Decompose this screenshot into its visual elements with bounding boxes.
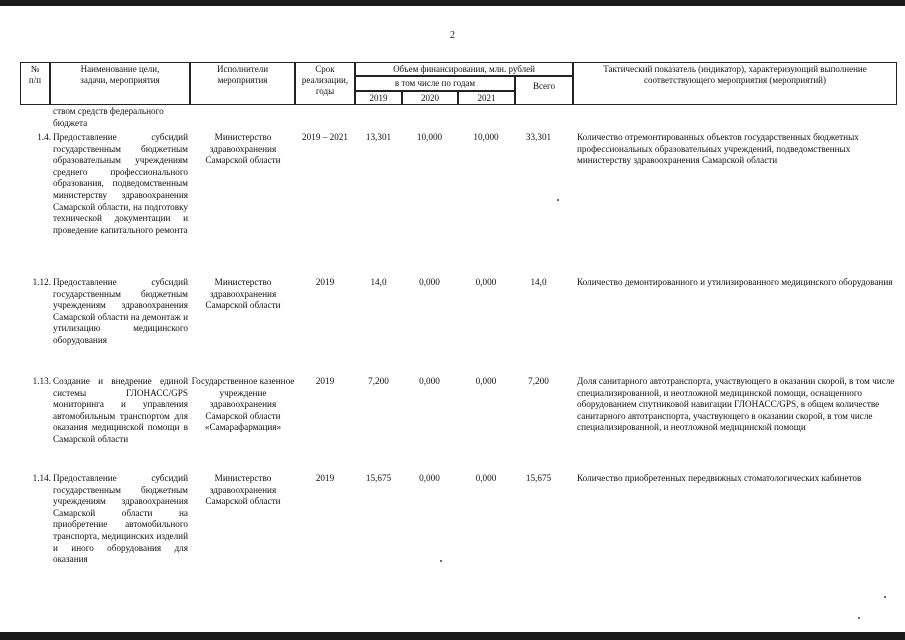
row-indicator: Количество демонтированного и утилизированного медицинского оборудования (577, 277, 893, 287)
row-value-2019: 13,301 (365, 132, 392, 142)
header-term: Срок реализации, годы (295, 62, 355, 105)
header-year-2021: 2021 (458, 91, 515, 105)
row-name: Предоставление субсидий государственным бюджетным образовательным учреждениям среднего профессионального образования, подведомственным министерству здравоохранения Самарской области, на подготовку технической документации и проведение капитального ремонта (53, 132, 188, 235)
row-name: Предоставление субсидий государственным бюджетным учреждениям здравоохранения Самарской области на приобретение автомобильного транспорта, медицинских изделий и иного оборудования для оказания (53, 473, 188, 565)
row-number: 1.4. (37, 132, 51, 142)
header-executors: Исполнители мероприятия (190, 62, 295, 105)
row-value-2021: 0,000 (475, 473, 497, 483)
row-number: 1.13. (32, 376, 51, 386)
scan-speck (858, 617, 860, 619)
row-value-2020: 0,000 (419, 277, 440, 287)
row-value-2020: 0,000 (419, 376, 440, 386)
row-value-2020: 10,000 (416, 132, 443, 142)
row-name: Предоставление субсидий государственным бюджетным учреждениям здравоохранения Самарской области на демонтаж и утилизацию медицинского оборудования (53, 277, 188, 345)
row-value-2019: 15,675 (365, 473, 392, 483)
row-value-2019: 14,0 (370, 277, 387, 287)
row-value-2019: 7,200 (368, 376, 389, 386)
row-indicator: Количество приобретенных передвижных стоматологических кабинетов (577, 473, 862, 483)
page-number: 2 (450, 30, 455, 41)
row-executor: Министерство здравоохранения Самарской области (205, 132, 281, 166)
header-year-2019: 2019 (355, 91, 402, 105)
scan-speck (440, 560, 442, 562)
row-value-total: 33,301 (525, 132, 552, 142)
row-value-2021: 0,000 (475, 277, 497, 287)
row-value-total: 14,0 (530, 277, 547, 287)
header-funding: Объем финансирования, млн. рублей (355, 62, 573, 76)
table-header (20, 62, 897, 105)
row-executor: Государственное казенное учреждение здравоохранения Самарской области «Самарафармация» (191, 376, 295, 433)
header-name: Наименование цели, задачи, мероприятия (50, 62, 190, 105)
continuation-text: ством средств федерального бюджета (53, 106, 164, 128)
row-executor: Министерство здравоохранения Самарской области (205, 473, 281, 507)
row-term: 2019 (315, 376, 335, 386)
row-name: Создание и внедрение единой системы ГЛОНАСС/GPS мониторинга и управления автомобильным транспортом для оказания медицинской помощи в Самарской области (53, 376, 188, 444)
row-term: 2019 (315, 277, 335, 287)
row-executor: Министерство здравоохранения Самарской области (205, 277, 281, 311)
row-term: 2019 (315, 473, 335, 483)
top-border-bar (0, 0, 905, 6)
header-by-years: в том числе по годам (355, 76, 515, 91)
bottom-border-bar (0, 632, 905, 640)
row-value-total: 15,675 (525, 473, 552, 483)
row-value-2021: 0,000 (475, 376, 497, 386)
header-indicator: Тактический показатель (индикатор), характеризующий выполнение соответствующего мероприятия (мероприятий) (573, 62, 897, 105)
header-total: Всего (515, 76, 573, 105)
header-num: № п/п (20, 62, 50, 105)
header-year-2020: 2020 (402, 91, 458, 105)
row-term: 2019 – 2021 (302, 132, 348, 142)
row-indicator: Доля санитарного автотранспорта, участвующего в оказании скорой, в том числе специализированной, и неотложной медицинской помощи, оснащенного оборудованием спутниковой навигации ГЛОНАСС/GPS, в общем количестве санитарного автотранспорта, участвующего в оказании скорой, в том числе специализированной, и неотложной медицинской помощи (577, 376, 895, 433)
row-value-2020: 0,000 (419, 473, 440, 483)
row-value-2021: 10,000 (473, 132, 499, 142)
row-indicator: Количество отремонтированных объектов государственных бюджетных профессиональных образовательных учреждений, подведомственных министерству здравоохранения Самарской области (577, 132, 859, 166)
row-value-total: 7,200 (528, 376, 549, 386)
row-number: 1.12. (32, 277, 51, 287)
row-number: 1.14. (32, 473, 51, 483)
scan-speck (884, 596, 886, 598)
scan-speck (557, 199, 559, 201)
